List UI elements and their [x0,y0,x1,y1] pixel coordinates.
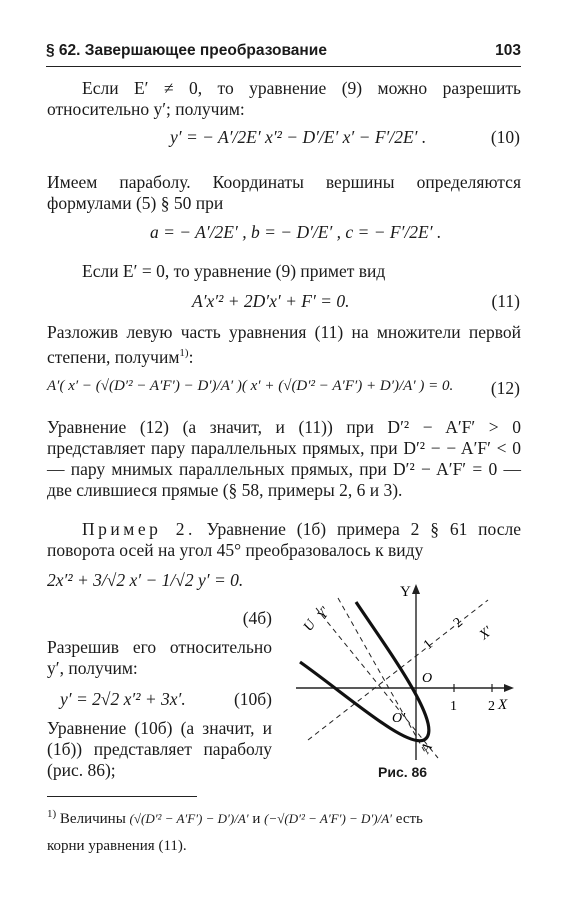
tick-label-2: 2 [488,699,495,714]
footnote-fraction-1: (√(D′² − A′F′) − D′)/A′ [129,811,249,826]
diagonal-tick-1: 1 [420,637,436,654]
paragraph-4-text: Разложив левую часть уравнения (11) на множители первой степени, получим [47,322,521,367]
y-prime-axis [338,598,426,754]
paragraph-2: Имеем параболу. Координаты вершины определяются формулами (5) § 50 при [47,172,521,213]
equation-10: y′ = − A′/2E′ x′² − D′/E′ x′ − F′/2E′ . [170,127,427,147]
equation-12: A′( x′ − (√(D′² − A′F′) − D′)/A′ )( x′ + (√(D′² − A′F′) + D′)/A′ ) = 0. [47,378,454,394]
label-A: A [418,741,436,756]
y-axis-arrow [412,584,420,594]
label-U: U [300,617,320,635]
label-X-prime: X′ [476,624,496,644]
tick-label-1: 1 [450,699,457,714]
footnote-line-2: корни уравнения (11). [47,838,187,854]
example-label: Пример 2. [82,519,196,539]
parabola-curve [300,602,429,741]
section-title: § 62. Завершающее преобразование [46,42,327,59]
footnote-rule [47,796,197,797]
paragraph-7: Разрешив его относительно y′, получим: [47,637,272,678]
equation-10b: y′ = 2√2 x′² + 3x′. [60,689,186,709]
label-O-prime: O′ [392,711,406,726]
label-X: X [498,697,508,713]
equation-4b: 2x′² + 3/√2 x′ − 1/√2 y′ = 0. [47,570,244,590]
footnote-line-1 [47,808,521,828]
footnote-reference: 1) [179,347,189,359]
footnote-text-b: есть [395,811,423,827]
figure-86 [288,578,520,762]
paragraph-6-text: Уравнение (1б) примера 2 § 61 после поворота осей на угол 45° преобразовалось к виду [47,519,521,560]
equation-10b-number: (10б) [233,689,272,709]
paragraph-6 [47,519,521,561]
equation-11: A′x′² + 2D′x′ + F′ = 0. [192,291,350,311]
footnote-mark: 1) [47,808,57,820]
label-Y: Y [400,584,411,600]
figure-caption: Рис. 86 [378,764,428,780]
paragraph-4: Разложив левую часть уравнения (11) на множители первой степени, получим$^{1)}$: [47,322,521,367]
paragraph-8: Уравнение (10б) (а значит, и (1б)) представляет параболу (рис. 86); [47,718,272,780]
vertex-formulas: a = − A′/2E′ , b = − D′/E′ , c = − F′/2E′ . [150,222,442,242]
x-axis-arrow [504,684,514,692]
equation-12-number: (12) [490,378,520,398]
footnote-fraction-2: (−√(D′² − A′F′) − D′)/A′ [264,811,393,826]
footnote-and: и [252,811,261,827]
diagonal-tick-2: 2 [450,615,466,632]
paragraph-1: Если E′ ≠ 0, то уравнение (9) можно разрешить относительно y′; получим: [47,78,521,119]
equation-10-number: (10) [490,127,520,147]
equation-4b-number: (4б) [242,608,272,628]
page-number: 103 [495,42,521,59]
paragraph-3: Если E′ = 0, то уравнение (9) примет вид [82,261,386,281]
running-header [46,38,521,67]
paragraph-5: Уравнение (12) (а значит, и (11)) при D′² − A′F′ > 0 представляет пару параллельных прямых, при D′² − − A′F′ < 0 — пару мнимых параллельных прямых, при D′² − A′F′ = 0 — две слившиеся прямые (§ 58, примеры 2, 6 и 3). [47,417,521,500]
label-Y-prime: Y′ [314,604,334,623]
label-O: O [422,671,433,686]
equation-11-number: (11) [491,291,520,311]
footnote-text-a: Величины [59,811,126,827]
